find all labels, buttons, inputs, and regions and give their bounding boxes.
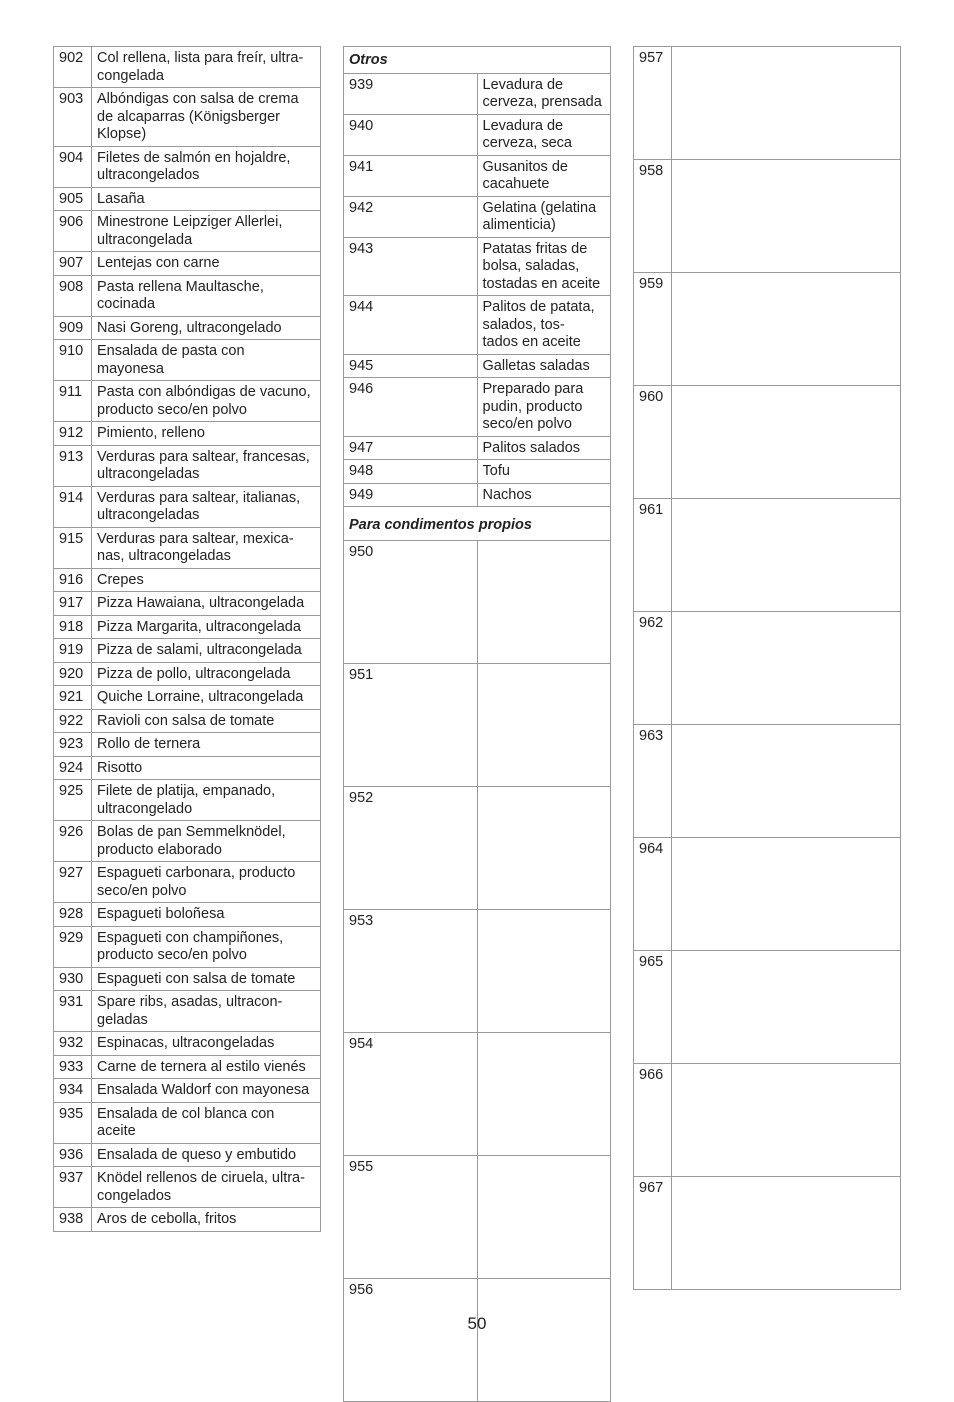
page-number: 50 bbox=[467, 1314, 487, 1333]
item-name: Verduras para saltear, francesas, ultracongeladas bbox=[92, 445, 321, 486]
item-number: 915 bbox=[54, 527, 92, 568]
item-name: Espagueti carbonara, producto seco/en polvo bbox=[92, 862, 321, 903]
item-name: Minestrone Leipziger Allerlei, ultracongelada bbox=[92, 211, 321, 252]
item-number: 967 bbox=[634, 1177, 672, 1290]
item-name: Espinacas, ultracongeladas bbox=[92, 1032, 321, 1056]
table-row bbox=[54, 568, 321, 592]
blank-entry-cell bbox=[672, 951, 901, 1064]
food-list-table-2 bbox=[343, 46, 611, 1402]
table-row bbox=[344, 354, 611, 378]
blank-entry-cell bbox=[672, 160, 901, 273]
item-name: Gusanitos de cacahuete bbox=[477, 155, 611, 196]
item-number: 923 bbox=[54, 733, 92, 757]
item-number: 919 bbox=[54, 639, 92, 663]
item-number: 922 bbox=[54, 709, 92, 733]
item-number: 966 bbox=[634, 1064, 672, 1177]
blank-entry-cell bbox=[477, 664, 611, 787]
table-row bbox=[344, 910, 611, 1033]
table-row bbox=[54, 381, 321, 422]
item-number: 904 bbox=[54, 146, 92, 187]
item-number: 956 bbox=[344, 1279, 478, 1402]
table-row bbox=[344, 541, 611, 664]
table-row bbox=[344, 155, 611, 196]
table-row bbox=[54, 1055, 321, 1079]
item-name: Rollo de ternera bbox=[92, 733, 321, 757]
table-row bbox=[54, 340, 321, 381]
item-number: 926 bbox=[54, 821, 92, 862]
item-name: Espagueti con salsa de tomate bbox=[92, 967, 321, 991]
item-number: 913 bbox=[54, 445, 92, 486]
table-row bbox=[634, 951, 901, 1064]
item-number: 903 bbox=[54, 88, 92, 147]
item-number: 950 bbox=[344, 541, 478, 664]
item-number: 934 bbox=[54, 1079, 92, 1103]
item-number: 907 bbox=[54, 252, 92, 276]
item-number: 942 bbox=[344, 196, 478, 237]
table-row bbox=[344, 787, 611, 910]
item-name: Pizza de salami, ultracongelada bbox=[92, 639, 321, 663]
blank-entry-cell bbox=[672, 499, 901, 612]
table-row bbox=[344, 196, 611, 237]
item-name: Pizza Margarita, ultracongelada bbox=[92, 615, 321, 639]
table-row bbox=[54, 1143, 321, 1167]
item-name: Pasta rellena Maultasche, cocinada bbox=[92, 275, 321, 316]
table-row bbox=[54, 709, 321, 733]
item-number: 963 bbox=[634, 725, 672, 838]
item-name: Nachos bbox=[477, 483, 611, 507]
table-row bbox=[344, 664, 611, 787]
table-row bbox=[54, 187, 321, 211]
section-heading-propios: Para condimentos propios bbox=[344, 507, 611, 541]
item-number: 949 bbox=[344, 483, 478, 507]
item-name: Ensalada de pasta con mayonesa bbox=[92, 340, 321, 381]
item-number: 948 bbox=[344, 460, 478, 484]
item-name: Pizza de pollo, ultracongelada bbox=[92, 662, 321, 686]
item-number: 951 bbox=[344, 664, 478, 787]
table-row bbox=[54, 316, 321, 340]
item-name: Patatas fritas de bolsa, saladas, tostadas en aceite bbox=[477, 237, 611, 296]
section-heading-row bbox=[344, 47, 611, 74]
item-name: Espagueti con champiñones, producto seco/en polvo bbox=[92, 926, 321, 967]
item-name: Filete de platija, empanado, ultracongelado bbox=[92, 780, 321, 821]
item-name: Verduras para saltear, mexica- nas, ultracongeladas bbox=[92, 527, 321, 568]
table-row bbox=[54, 639, 321, 663]
item-number: 958 bbox=[634, 160, 672, 273]
item-name: Verduras para saltear, italianas, ultracongeladas bbox=[92, 486, 321, 527]
item-number: 925 bbox=[54, 780, 92, 821]
item-number: 908 bbox=[54, 275, 92, 316]
item-name: Levadura de cerveza, seca bbox=[477, 114, 611, 155]
table-row bbox=[634, 1064, 901, 1177]
item-number: 954 bbox=[344, 1033, 478, 1156]
table-row bbox=[344, 483, 611, 507]
item-number: 902 bbox=[54, 47, 92, 88]
item-number: 929 bbox=[54, 926, 92, 967]
item-number: 918 bbox=[54, 615, 92, 639]
item-name: Gelatina (gelatina alimenticia) bbox=[477, 196, 611, 237]
item-number: 953 bbox=[344, 910, 478, 1033]
table-row bbox=[634, 160, 901, 273]
table-row bbox=[634, 47, 901, 160]
table-row bbox=[54, 47, 321, 88]
table-row bbox=[634, 725, 901, 838]
table-row bbox=[344, 436, 611, 460]
table-row bbox=[54, 1208, 321, 1232]
item-number: 931 bbox=[54, 991, 92, 1032]
table-row bbox=[54, 252, 321, 276]
table-row bbox=[54, 422, 321, 446]
item-number: 961 bbox=[634, 499, 672, 612]
item-number: 965 bbox=[634, 951, 672, 1064]
item-name: Knödel rellenos de ciruela, ultra- congelados bbox=[92, 1167, 321, 1208]
section-heading-row bbox=[344, 507, 611, 541]
blank-entry-cell bbox=[672, 838, 901, 951]
blank-entry-cell bbox=[477, 910, 611, 1033]
item-name: Tofu bbox=[477, 460, 611, 484]
item-number: 916 bbox=[54, 568, 92, 592]
item-name: Risotto bbox=[92, 756, 321, 780]
item-name: Ensalada de queso y embutido bbox=[92, 1143, 321, 1167]
item-name: Ravioli con salsa de tomate bbox=[92, 709, 321, 733]
table-row bbox=[54, 991, 321, 1032]
item-name: Nasi Goreng, ultracongelado bbox=[92, 316, 321, 340]
blank-entry-cell bbox=[477, 1033, 611, 1156]
item-number: 936 bbox=[54, 1143, 92, 1167]
blank-entry-cell bbox=[672, 725, 901, 838]
item-number: 955 bbox=[344, 1156, 478, 1279]
item-number: 924 bbox=[54, 756, 92, 780]
table-row bbox=[54, 1079, 321, 1103]
table-row bbox=[54, 211, 321, 252]
item-number: 946 bbox=[344, 378, 478, 437]
item-name: Ensalada Waldorf con mayonesa bbox=[92, 1079, 321, 1103]
item-number: 911 bbox=[54, 381, 92, 422]
item-number: 937 bbox=[54, 1167, 92, 1208]
food-list-table-1 bbox=[53, 46, 321, 1232]
item-number: 921 bbox=[54, 686, 92, 710]
table-row bbox=[344, 1279, 611, 1402]
table-row bbox=[54, 967, 321, 991]
item-number: 940 bbox=[344, 114, 478, 155]
item-name: Spare ribs, asadas, ultracon- geladas bbox=[92, 991, 321, 1032]
blank-entry-cell bbox=[672, 47, 901, 160]
table-row bbox=[344, 73, 611, 114]
table-row bbox=[54, 88, 321, 147]
item-number: 957 bbox=[634, 47, 672, 160]
item-number: 941 bbox=[344, 155, 478, 196]
item-name: Filetes de salmón en hojaldre, ultracongelados bbox=[92, 146, 321, 187]
item-number: 932 bbox=[54, 1032, 92, 1056]
table-row bbox=[54, 733, 321, 757]
blank-entry-cell bbox=[477, 1156, 611, 1279]
item-name: Bolas de pan Semmelknödel, producto elaborado bbox=[92, 821, 321, 862]
table-row bbox=[634, 1177, 901, 1290]
item-name: Ensalada de col blanca con aceite bbox=[92, 1102, 321, 1143]
table-row bbox=[54, 862, 321, 903]
item-name: Lentejas con carne bbox=[92, 252, 321, 276]
item-number: 905 bbox=[54, 187, 92, 211]
table-row bbox=[54, 486, 321, 527]
table-row bbox=[54, 1032, 321, 1056]
item-number: 909 bbox=[54, 316, 92, 340]
item-name: Col rellena, lista para freír, ultra- congelada bbox=[92, 47, 321, 88]
table-row bbox=[344, 1033, 611, 1156]
item-number: 943 bbox=[344, 237, 478, 296]
item-number: 914 bbox=[54, 486, 92, 527]
table-row bbox=[54, 821, 321, 862]
item-number: 964 bbox=[634, 838, 672, 951]
item-name: Lasaña bbox=[92, 187, 321, 211]
blank-entry-cell bbox=[672, 1177, 901, 1290]
item-name: Palitos salados bbox=[477, 436, 611, 460]
blank-entry-cell bbox=[672, 386, 901, 499]
table-row bbox=[344, 378, 611, 437]
item-name: Quiche Lorraine, ultracongelada bbox=[92, 686, 321, 710]
table-row bbox=[54, 146, 321, 187]
table-row bbox=[344, 460, 611, 484]
blank-entry-cell bbox=[672, 1064, 901, 1177]
table-row bbox=[54, 445, 321, 486]
table-row bbox=[634, 838, 901, 951]
table-row bbox=[54, 903, 321, 927]
item-name: Carne de ternera al estilo vienés bbox=[92, 1055, 321, 1079]
table-row bbox=[634, 386, 901, 499]
item-number: 933 bbox=[54, 1055, 92, 1079]
item-number: 906 bbox=[54, 211, 92, 252]
table-row bbox=[634, 499, 901, 612]
table-row bbox=[54, 527, 321, 568]
table-row bbox=[344, 296, 611, 355]
item-number: 952 bbox=[344, 787, 478, 910]
table-row bbox=[54, 662, 321, 686]
item-number: 939 bbox=[344, 73, 478, 114]
blank-entry-cell bbox=[477, 541, 611, 664]
item-number: 912 bbox=[54, 422, 92, 446]
blank-entry-cell bbox=[672, 273, 901, 386]
section-heading-otros: Otros bbox=[344, 47, 611, 74]
item-name: Levadura de cerveza, prensada bbox=[477, 73, 611, 114]
item-number: 920 bbox=[54, 662, 92, 686]
item-number: 962 bbox=[634, 612, 672, 725]
item-number: 935 bbox=[54, 1102, 92, 1143]
table-row bbox=[634, 612, 901, 725]
item-name: Albóndigas con salsa de crema de alcaparras (Königsberger Klopse) bbox=[92, 88, 321, 147]
item-number: 959 bbox=[634, 273, 672, 386]
item-name: Pimiento, relleno bbox=[92, 422, 321, 446]
blank-entry-cell bbox=[477, 787, 611, 910]
table-row bbox=[54, 1167, 321, 1208]
table-row bbox=[54, 780, 321, 821]
food-list-table-3 bbox=[633, 46, 901, 1290]
item-name: Aros de cebolla, fritos bbox=[92, 1208, 321, 1232]
item-number: 944 bbox=[344, 296, 478, 355]
table-row bbox=[344, 237, 611, 296]
item-number: 960 bbox=[634, 386, 672, 499]
item-number: 945 bbox=[344, 354, 478, 378]
item-name: Pizza Hawaiana, ultracongelada bbox=[92, 592, 321, 616]
table-row bbox=[54, 686, 321, 710]
item-name: Crepes bbox=[92, 568, 321, 592]
item-number: 917 bbox=[54, 592, 92, 616]
table-row bbox=[54, 756, 321, 780]
item-name: Pasta con albóndigas de vacuno, producto seco/en polvo bbox=[92, 381, 321, 422]
item-number: 938 bbox=[54, 1208, 92, 1232]
item-number: 910 bbox=[54, 340, 92, 381]
table-row bbox=[634, 273, 901, 386]
item-name: Palitos de patata, salados, tos- tados en aceite bbox=[477, 296, 611, 355]
item-number: 930 bbox=[54, 967, 92, 991]
table-row bbox=[54, 926, 321, 967]
blank-entry-cell bbox=[672, 612, 901, 725]
table-row bbox=[344, 1156, 611, 1279]
item-number: 927 bbox=[54, 862, 92, 903]
item-name: Espagueti boloñesa bbox=[92, 903, 321, 927]
blank-entry-cell bbox=[477, 1279, 611, 1402]
table-row bbox=[54, 1102, 321, 1143]
item-name: Galletas saladas bbox=[477, 354, 611, 378]
table-row bbox=[54, 615, 321, 639]
item-number: 947 bbox=[344, 436, 478, 460]
item-name: Preparado para pudin, producto seco/en polvo bbox=[477, 378, 611, 437]
table-row bbox=[54, 275, 321, 316]
table-row bbox=[344, 114, 611, 155]
table-row bbox=[54, 592, 321, 616]
item-number: 928 bbox=[54, 903, 92, 927]
